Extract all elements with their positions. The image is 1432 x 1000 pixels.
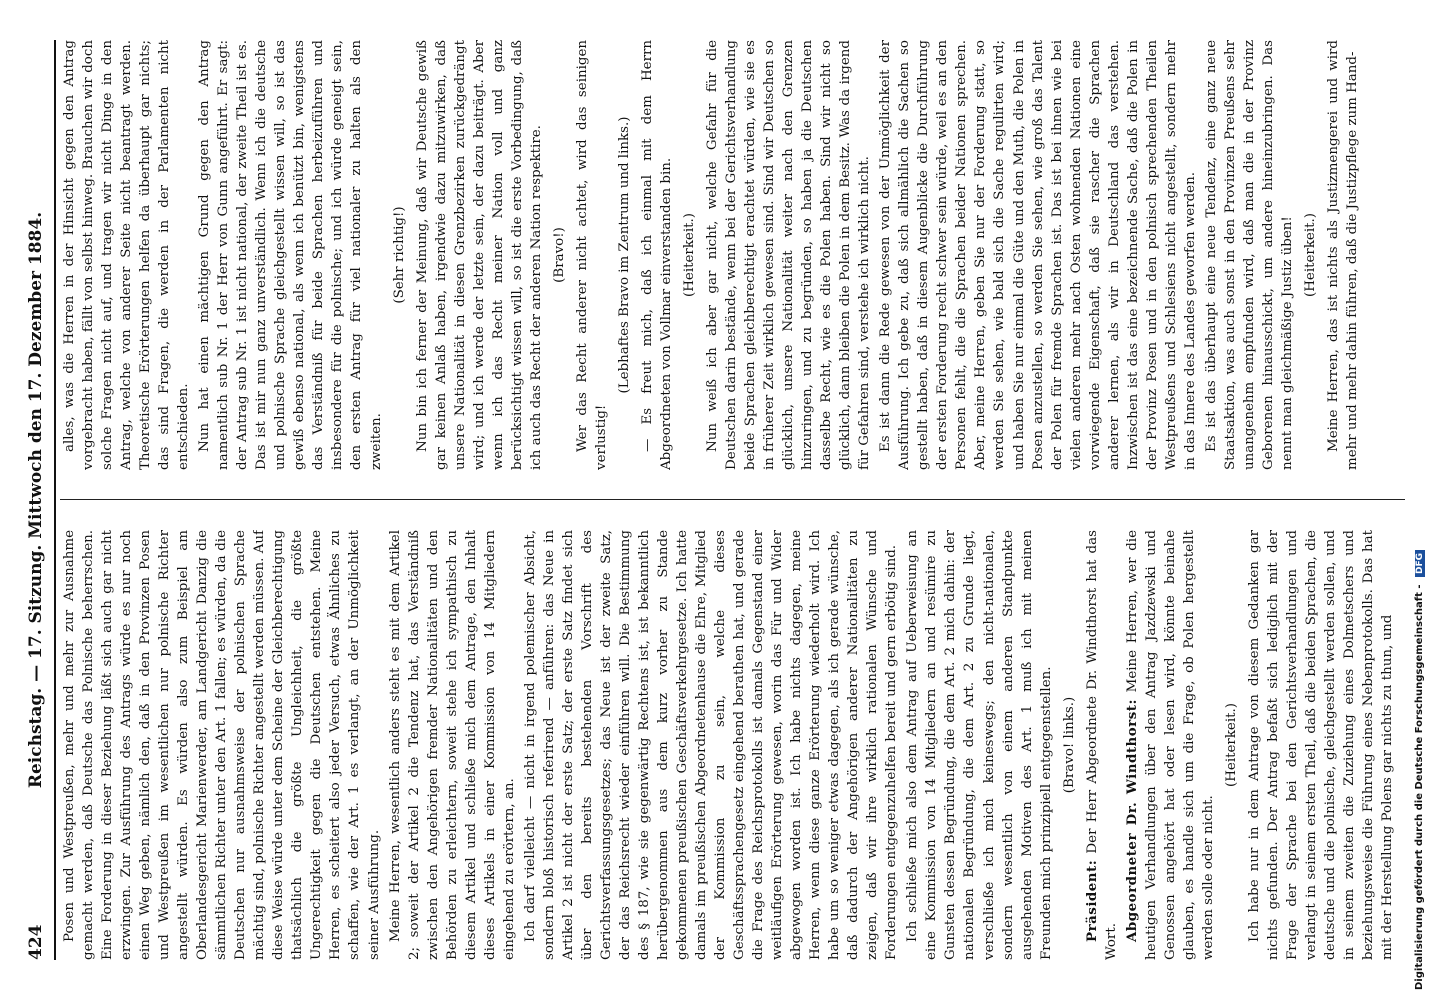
interjection: (Heiterkeit.)	[681, 213, 697, 297]
dfg-credit-text: Digitalisierung gefördert durch die Deutsche Forschungsgemeinschaft -	[1414, 584, 1425, 990]
paragraph: Meine Herren, wesentlich anders steht es mit dem Artikel 2; soweit der Artikel 2 die Tendenz hat, das Verständniß zwischen den Angehörigen fremder Nationalitäten und den Behörden zu erleichtern, soweit stehe ich sympathisch zu diesem Artikel und schließe mich dem Antrage, den Inhalt dieses Artikels in einer Kommission von 14 Mitgliedern eingehend zu erörtern, an.	[387, 530, 517, 960]
running-title: Reichstag. — 17. Sitzung. Mittwoch den 17. Dezember 1884.	[26, 211, 46, 789]
paragraph: Wer das Recht anderer nicht achtet, wird das seinigen verlustig!	[574, 40, 609, 470]
paragraph: Es ist dann die Rede gewesen von der Unmöglichkeit der Ausführung. Ich gebe zu, daß sich allmählich die Sachen so gestellt haben, daß in diesem Augenblicke die Durchführung der ersten Forderung recht schwer sein würde, weil es an den Personen fehlt, die die Sprachen beider Nationen sprechen. Aber, meine Herren, geben Sie nur der Forderung statt, so werden Sie sehen, wie bald sich die Sache regulirten wird; und haben Sie nur einmal die Güte und den Muth, die Polen in Posen anzustellen, so werden Sie sehen, wie groß das Talent der Polen für fremde Sprachen ist. Das ist bei ihnen wie bei vielen anderen mehr nach Osten wohnenden Nationen eine vorwiegende Eigenschaft, daß sie rascher die Sprachen anderer lernen, als wir in Deutschland das verstehen. Inzwischen ist das eine bezeichnende Sache, daß die Polen in der Provinz Posen und in den polnisch sprechenden Theilen Westpreußens und Schlesiens nicht angestellt, sondern mehr in das Innere des Landes geworfen werden.	[878, 40, 1198, 470]
paragraph: Es ist das überhaupt eine neue Tendenz, eine ganz neue Staatsaktion, was auch sonst in den Provinzen Preußens sehr unangenehm empfunden wird, daß man die in der Provinz Geborenen hinausschickt, um andere hineinzubringen. Das nennt man gleichmäßige Justiz üben!	[1203, 40, 1295, 470]
speaker-name: Abgeordneter Dr. Windthorst:	[1123, 699, 1140, 942]
paragraph: Nun hat einen mächtigen Grund gegen den Antrag namentlich sub Nr. 1 der Herr von Gunn angeführt. Er sagt: der Antrag sub Nr. 1 ist nicht national, der zweite Theil ist es. Das ist mir nun ganz unverständlich. Wenn ich die deutsche und polnische Sprache gleichgestellt wissen will, so ist das gewiß ebenso national, als wenn ich benützt bin, wenigstens das Verständniß für beide Sprachen herbeizuführen und insbesondere für die polnische; und ich würde geneigt sein, den ersten Antrag für viel nationaler zu halten als den zweiten.	[197, 40, 384, 470]
page-header	[18, 40, 52, 960]
right-column	[60, 40, 1410, 470]
paragraph: Nun bin ich ferner der Meinung, daß wir Deutsche gewiß gar keinen Anlaß haben, irgendwie dazu mitzuwirken, daß unsere Nationalität in diesen Grenzbezirken zurückgedrängt wird; und ich werde der letzte sein, der dazu beiträgt. Aber wenn ich das Recht meiner Nation voll und ganz berücksichtigt wissen will, so ist die erste Vorbedingung, daß ich auch das Recht der anderen Nation respektire.	[414, 40, 544, 470]
paragraph: Posen und Westpreußen, mehr und mehr zur Ausnahme gemacht werden, daß Deutsche das Polnische beherrschen. Eine Forderung in dieser Beziehung läßt sich auch gar nicht erzwingen. Zur Ausführung des Antrags würde es nur noch einen Weg geben, nämlich den, daß in den Provinzen Posen und Westpreußen im wesentlichen nur polnische Richter angestellt würden. Es würden also zum Beispiel am Oberlandesgericht Marienwerder, am Landgericht Danzig die sämmtlichen Richter unter den Art. 1 fallen; es würden, da die Deutschen nur ausnahmsweise der polnischen Sprache mächtig sind, polnische Richter angestellt werden müssen. Auf diese Weise würde unter dem Scheine der Gleichberechtigung thatsächlich die größte Ungleichheit, die größte Ungerechtigkeit gegen die Deutschen entstehen. Meine Herren, es scheitert also jeder Versuch, etwas Ähnliches zu schaffen, wie der Art. 1 es verlangt, an der Unmöglichkeit seiner Ausführung.	[62, 530, 382, 960]
paragraph: Meine Herren, das ist nichts als Justizmengerei und wird mehr und mehr dahin führen, daß die Justizpflege zum Hand-	[1326, 40, 1361, 470]
dfg-sidebar	[1412, 0, 1432, 1000]
paragraph: — Es freut mich, daß ich einmal mit dem Herrn Abgeordneten von Vollmar einverstanden bin.	[639, 40, 674, 470]
header-rule	[54, 40, 56, 960]
speaker-name: Präsident:	[1083, 859, 1100, 942]
paragraph: alles, was die Herren in der Hinsicht gegen den Antrag vorgebracht haben, fällt von selbst hinweg. Brauchen wir doch solche Fragen nicht auf, und tragen wir nicht Dinge in den Antrag, welche von anderer Seite nicht beantragt werden. Theoretische Erörterungen helfen da überhaupt gar nichts; das sind Fragen, die werden in der Parlamenten nicht entschieden.	[62, 40, 192, 470]
left-column	[60, 530, 1410, 960]
interjection: (Heiterkeit.)	[1223, 703, 1239, 787]
dfg-logo: DFG	[1415, 550, 1425, 577]
page-number: 424	[26, 924, 46, 960]
speech-text: Der Herr Abgeordnete Dr. Windthorst hat das Wort.	[1084, 530, 1119, 960]
paragraph: Ich darf vielleicht — nicht in irgend polemischer Absicht, sondern bloß historisch referirend — anführen: das Neue in Artikel 2 ist nicht der erste Satz; der erste Satz findet sich über den bereits bestehenden Vorschrift des Gerichtsverfassungsgesetzes; das Neue ist der zweite Satz, der das Reichsrecht wieder einführen will. Die Bestimmung des § 187, wie sie gegenwärtig Rechtens ist, ist bekanntlich herübergenommen aus dem kurz vorher zu Stande gekommenen preußischen Geschäftsverkehrgesetze. Ich hatte damals im preußischen Abgeordnetenhause die Ehre, Mitglied der Kommission zu sein, welche dieses Geschäftssprachengesetz eingehend berathen hat, und gerade die Frage des Reichsprotokolls ist damals Gegenstand einer weitläufigen Erörterung gewesen, worin das Für und Wider abgewogen worden ist. Ich habe nichts dagegen, meine Herren, wenn diese ganze Erörterung wiederholt wird. Ich habe um so weniger etwas dagegen, als ich gerade wünsche, daß dadurch der Angehörigen anderer Nationalitäten zu zeigen, daß wir ihre wirklich rationalen Wünsche und Forderungen entgegenzuhelfen bereit und gern erbötig sind.	[522, 530, 900, 960]
interjection: (Bravo!)	[551, 227, 567, 283]
column-separator	[60, 499, 1405, 500]
interjection: (Heiterkeit.)	[1302, 213, 1318, 297]
interjection: (Bravo! links.)	[1061, 696, 1077, 794]
paragraph: Ich habe nur in dem Antrage von diesem Gedanken gar nichts gefunden. Der Antrag befaßt sich lediglich mit der Frage der Sprache bei den Gerichtsverhandlungen und verlangt in seinem ersten Theil, daß die beiden Sprachen, die deutsche und die polnische, gleichgestellt werden sollen, und in seinem zweiten die Zuziehung eines Dolmetschers und beziehungsweise die Führung eines Nebenprotokolls. Das hat mit der Herstellung Polens gar nichts zu thun, und	[1246, 530, 1396, 960]
interjection: (Sehr richtig!)	[391, 206, 407, 304]
interjection: (Lebhaftes Bravo im Zentrum und links.)	[616, 116, 632, 394]
speaker-paragraph	[1083, 530, 1121, 960]
speaker-paragraph	[1123, 530, 1218, 960]
paragraph: Ich schließe mich also dem Antrag auf Ueberweisung an eine Kommission von 14 Mitgliedern an und resümire zu Gunsten dessen Begründung, die dem Art. 2 mich dahin: der nationalen Begründung, die dem Art. 2 zu Grunde liegt, verschließe ich mich keineswegs; den nicht-nationalen, sondern wesentlich von einem anderen Standpunkte ausgehenden Motiven des Art. 1 muß ich mit meinen Freunden mich prinzipiell entgegenstellen.	[905, 530, 1054, 960]
paragraph: Nun weiß ich aber gar nicht, welche Gefahr für die Deutschen darin bestände, wenn bei der Gerichtsverhandlung beide Sprachen gleichberechtigt erachtet würden, wie sie es in früherer Zeit wirklich gewesen sind. Sind wir Deutschen so glücklich, unsere Nationalität weiter nach den Grenzen hinzuringen, und zu begründen, so haben ja die Deutschen dasselbe Recht, wie es die Polen haben. Sind wir nicht so glücklich, dann bleiben die Polen in dem Besitz. Was da irgend für Gefahren sind, verstehe ich wirklich nicht.	[705, 40, 873, 470]
speech-text: Meine Herren, wer die heutigen Verhandlungen über den Antrag Jazdzewski und Genossen angehört hat oder lesen wird, könnte beinahe glauben, es handle sich um die Frage, ob Polen hergestellt werden solle oder nicht.	[1124, 530, 1216, 960]
